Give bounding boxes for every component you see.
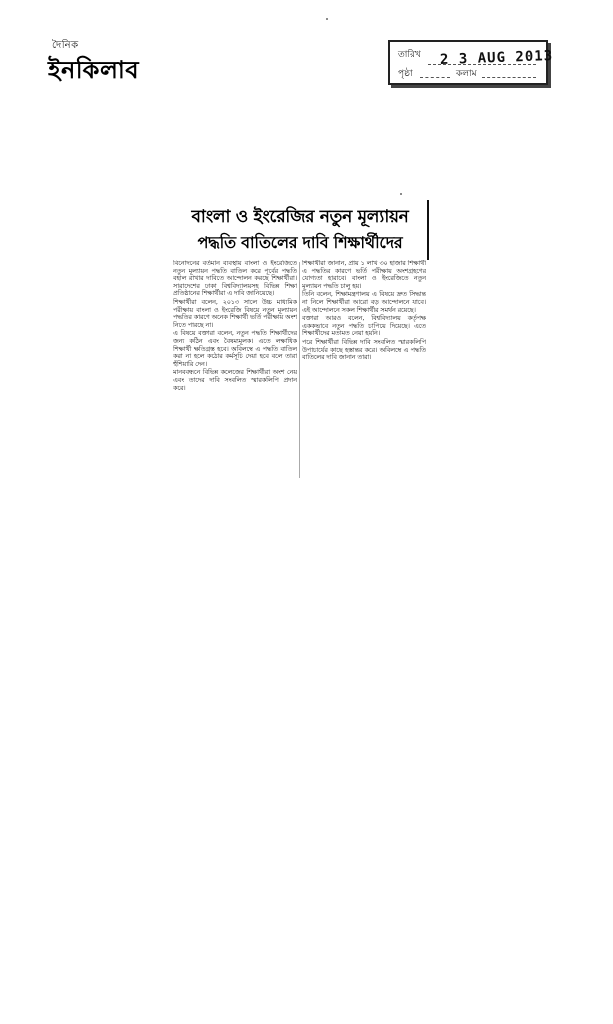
article-left-column [173, 260, 297, 482]
article-paragraph: শিক্ষার্থীরা বলেন, ২০১৩ সালে উচ্চ মাধ্যমিক পরীক্ষায় বাংলা ও ইংরেজি বিষয়ে নতুন মূল্যায়ন পদ্ধতির কারণে অনেক শিক্ষার্থী ভর্তি পরীক্ষায় অংশ নিতে পারছে না। [173, 297, 297, 329]
newspaper-masthead [48, 38, 158, 88]
scan-speck [400, 193, 402, 195]
clipping-edge [427, 200, 429, 260]
clipping-date-stamp [388, 40, 554, 85]
stamp-date-underline [428, 64, 536, 65]
masthead-daily-label: দৈনিক [52, 40, 79, 51]
article-paragraph: বিনোদনের বর্তমান ব্যবস্থায় বাংলা ও ইংরেজিতে নতুন মূল্যায়ন পদ্ধতি বাতিল করে পূর্বের পদ্ধতি বহাল রাখার দাবিতে আন্দোলন করছে শিক্ষার্থীরা। সারাদেশের ঢাকা বিশ্ববিদ্যালয়সহ বিভিন্ন শিক্ষা প্রতিষ্ঠানের শিক্ষার্থীরা এ দাবি জানিয়েছে। [173, 260, 297, 298]
article-paragraph: বক্তারা আরও বলেন, বিশ্ববিদ্যালয় কর্তৃপক্ষ এককভাবে নতুন পদ্ধতি চাপিয়ে দিয়েছে। এতে শিক্ষার্থীদের মতামত নেয়া হয়নি। [302, 314, 426, 338]
headline-line-2: পদ্ধতি বাতিলের দাবি শিক্ষার্থীদের [197, 233, 403, 252]
scan-speck [326, 18, 328, 20]
article-paragraph: শিক্ষার্থীরা জানান, প্রায় ১ লাখ ৩০ হাজার শিক্ষার্থী এ পদ্ধতির কারণে ভর্তি পরীক্ষায় অংশগ্রহণের যোগ্যতা হারাবে। বাংলা ও ইংরেজিতে নতুন মূল্যায়ন পদ্ধতি চালু হয়। [302, 260, 426, 290]
article-paragraph: পরে শিক্ষার্থীরা বিভিন্ন দাবি সংবলিত স্মারকলিপি উপাচার্যের কাছে হস্তান্তর করে। অবিলম্বে এ পদ্ধতি বাতিলের দাবি জানান তারা। [302, 337, 426, 362]
article-clipping [171, 200, 429, 482]
article-right-column [302, 260, 426, 482]
article-paragraph: মানববন্ধনে বিভিন্ন কলেজের শিক্ষার্থীরা অংশ নেয় এবং তাদের দাবি সংবলিত স্মারকলিপি প্রদান করে। [173, 368, 297, 392]
stamp-page-label: পৃষ্ঠা [398, 69, 413, 79]
article-body [173, 260, 427, 482]
stamp-date-value: 2 3 AUG 2013 [439, 48, 554, 68]
stamp-date-label: তারিখ [398, 50, 421, 60]
stamp-column-underline [482, 77, 536, 78]
headline-line-1: বাংলা ও ইংরেজির নতুন মূল্যায়ন [191, 207, 409, 227]
column-divider [299, 262, 300, 478]
stamp-column-label: কলাম [456, 69, 477, 79]
stamp-page-underline [420, 77, 450, 78]
masthead-paper-name: ইনকিলাব [48, 56, 140, 84]
article-paragraph: তিনি বলেন, শিক্ষামন্ত্রণালয় এ বিষয়ে দ্রুত সিদ্ধান্ত না নিলে শিক্ষার্থীরা আরো বড় আন্দোলনে যাবে। এই আন্দোলনে সকল শিক্ষার্থীর সমর্থন রয়েছে। [302, 290, 426, 314]
article-paragraph: এ বিষয়ে বক্তারা বলেন, নতুন পদ্ধতি শিক্ষার্থীদের জন্য কঠিন এবং বৈষম্যমূলক। এতে লক্ষাধিক শিক্ষার্থী ক্ষতিগ্রস্ত হবে। অবিলম্বে এ পদ্ধতি বাতিল করা না হলে কঠোর কর্মসূচি দেয়া হবে বলে তারা হুঁশিয়ারি দেন। [173, 329, 297, 368]
